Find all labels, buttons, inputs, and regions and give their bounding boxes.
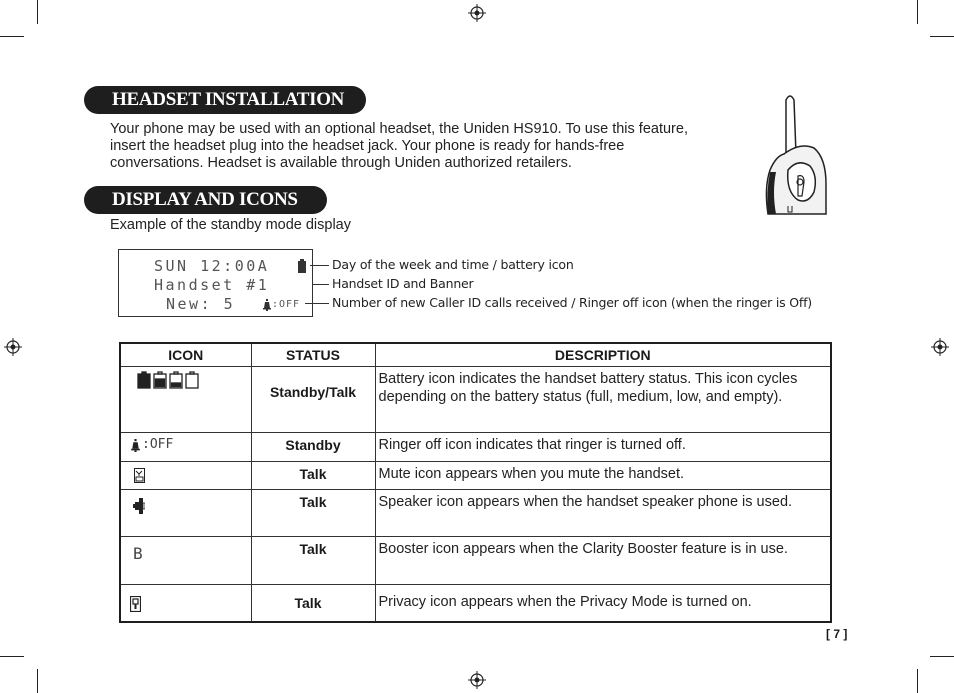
header-status: STATUS bbox=[251, 343, 375, 367]
icon-cell bbox=[120, 585, 251, 622]
headset-paragraph: Your phone may be used with an optional headset, the Uniden HS910. To use this feature, insert the headset plug into the headset jack. Your phone is ready for hands-free conversations. Headset is available through Uniden authorized retailers. bbox=[110, 121, 688, 171]
battery-icon bbox=[137, 371, 201, 389]
callout-leader bbox=[312, 284, 329, 285]
lcd-ringer-off-text: :OFF bbox=[272, 299, 301, 310]
description-cell: Mute icon appears when you mute the handset. bbox=[375, 462, 831, 490]
crop-mark bbox=[917, 669, 918, 693]
description-cell: Ringer off icon indicates that ringer is turned off. bbox=[375, 433, 831, 462]
registration-mark-icon bbox=[468, 671, 486, 689]
lcd-line-handset-id: Handset #1 bbox=[154, 276, 270, 294]
display-intro: Example of the standby mode display bbox=[110, 217, 351, 233]
table-row bbox=[120, 462, 831, 490]
crop-mark bbox=[930, 656, 954, 657]
table-header-row bbox=[120, 343, 831, 367]
icon-cell bbox=[120, 537, 251, 585]
callout-new-calls: Number of new Caller ID calls received / Ringer off icon (when the ringer is Off) bbox=[332, 295, 812, 310]
icons-table bbox=[119, 342, 832, 623]
icon-cell bbox=[120, 433, 251, 462]
headset-installation-heading: HEADSET INSTALLATION bbox=[84, 86, 366, 114]
headset-illustration-icon bbox=[760, 92, 830, 216]
status-cell: Talk bbox=[251, 537, 375, 585]
mute-icon bbox=[134, 468, 145, 483]
battery-icon bbox=[297, 259, 307, 273]
crop-mark bbox=[37, 669, 38, 693]
status-cell: Standby bbox=[251, 433, 375, 462]
icon-cell bbox=[120, 367, 251, 433]
callout-day-time: Day of the week and time / battery icon bbox=[332, 257, 574, 272]
crop-mark bbox=[37, 0, 38, 24]
status-cell: Talk bbox=[251, 585, 375, 622]
crop-mark bbox=[0, 656, 24, 657]
ringer-off-text: :OFF bbox=[142, 437, 174, 452]
status-cell: Talk bbox=[251, 462, 375, 490]
description-cell: Speaker icon appears when the handset speaker phone is used. bbox=[375, 490, 831, 537]
crop-mark bbox=[0, 36, 24, 37]
description-cell: Privacy icon appears when the Privacy Mode is turned on. bbox=[375, 585, 831, 622]
lcd-example bbox=[118, 249, 313, 317]
icon-cell bbox=[120, 490, 251, 537]
callout-leader bbox=[310, 265, 329, 266]
page-number: [ 7 ] bbox=[826, 627, 848, 641]
privacy-icon bbox=[130, 596, 141, 612]
lcd-line-day-time: SUN 12:00A bbox=[154, 257, 270, 275]
callout-handset-id: Handset ID and Banner bbox=[332, 276, 474, 291]
display-and-icons-heading: DISPLAY AND ICONS bbox=[84, 186, 327, 214]
lcd-line-new-calls: New: 5 bbox=[166, 295, 236, 313]
registration-mark-icon bbox=[4, 338, 22, 356]
icon-cell bbox=[120, 462, 251, 490]
ringer-off-icon bbox=[131, 439, 140, 452]
crop-mark bbox=[917, 0, 918, 24]
booster-icon: B bbox=[133, 544, 143, 563]
table-row bbox=[120, 537, 831, 585]
registration-mark-icon bbox=[468, 4, 486, 22]
header-description: DESCRIPTION bbox=[375, 343, 831, 367]
callout-leader bbox=[305, 303, 329, 304]
description-cell: Battery icon indicates the handset battery status. This icon cycles depending on the battery status (full, medium, low, and empty). bbox=[375, 367, 831, 433]
table-row bbox=[120, 585, 831, 622]
table-row bbox=[120, 367, 831, 433]
status-cell: Standby/Talk bbox=[251, 367, 375, 433]
registration-mark-icon bbox=[931, 338, 949, 356]
table-row bbox=[120, 490, 831, 537]
crop-mark bbox=[930, 36, 954, 37]
description-cell: Booster icon appears when the Clarity Booster feature is in use. bbox=[375, 537, 831, 585]
bell-icon bbox=[263, 299, 271, 311]
header-icon: ICON bbox=[120, 343, 251, 367]
table-row bbox=[120, 433, 831, 462]
speaker-icon bbox=[133, 498, 145, 514]
status-cell: Talk bbox=[251, 490, 375, 537]
